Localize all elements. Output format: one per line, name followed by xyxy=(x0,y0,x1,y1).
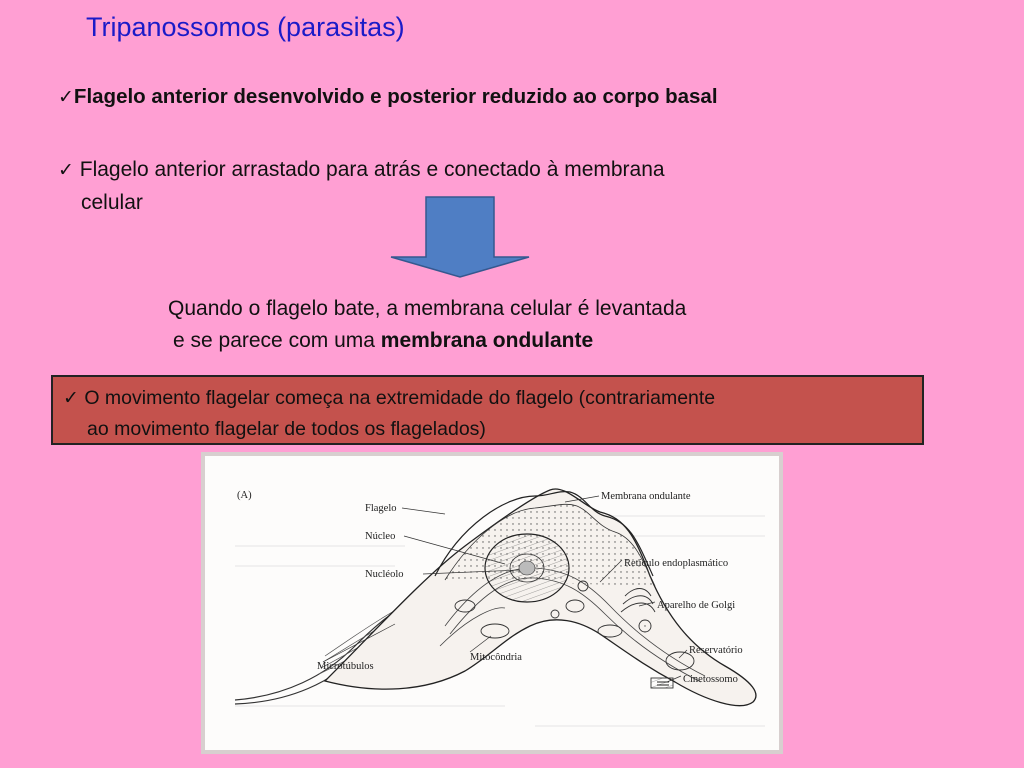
label-flagelo: Flagelo xyxy=(365,503,397,514)
check-icon: ✓ xyxy=(63,388,79,409)
label-nucleolo: Nucléolo xyxy=(365,569,404,580)
bullet-2-line-2: celular xyxy=(81,191,143,214)
movement-note-box xyxy=(51,375,924,445)
label-nucleo: Núcleo xyxy=(365,531,396,542)
membrana-ondulante-explanation xyxy=(168,293,686,357)
trypanosome-figure xyxy=(201,452,783,754)
nucleus xyxy=(485,534,569,602)
label-cinetossomo: Cinetossomo xyxy=(683,674,738,685)
bullet-flagelo-arrastado xyxy=(58,154,665,219)
label-reservatorio: Reservatório xyxy=(689,645,743,656)
bullet-2-line-1: Flagelo anterior arrastado para atrás e conectado à membrana xyxy=(73,158,665,181)
explanation-line-2-prefix: e se parece com uma xyxy=(173,329,381,352)
trypanosome-figure-inner xyxy=(205,456,779,750)
panel-label: (A) xyxy=(237,490,252,501)
label-microtubulos: Microtúbulos xyxy=(317,661,374,672)
slide-title: Tripanossomos (parasitas) xyxy=(86,12,405,42)
box-line-1: O movimento flagelar começa na extremidade do flagelo (contrariamente xyxy=(78,387,716,409)
bullet-1-text: Flagelo anterior desenvolvido e posterior reduzido ao corpo basal xyxy=(73,85,718,108)
explanation-line-2 xyxy=(168,325,686,357)
box-line-2: ao movimento flagelar de todos os flagelados) xyxy=(87,418,486,440)
check-icon: ✓ xyxy=(58,160,74,181)
trypanosome-diagram xyxy=(205,456,779,750)
label-golgi: Aparelho de Golgi xyxy=(657,600,736,611)
explanation-highlight: membrana ondulante xyxy=(380,329,594,352)
label-membrana-ondulante: Membrana ondulante xyxy=(601,491,691,502)
check-icon: ✓ xyxy=(58,87,74,108)
label-reticulo: Retículo endoplasmático xyxy=(624,558,729,569)
explanation-line-1: Quando o flagelo bate, a membrana celular é levantada xyxy=(168,297,687,320)
bullet-flagelo-anterior xyxy=(58,85,718,109)
label-mitocondria: Mitocôndria xyxy=(470,652,522,663)
down-arrow-icon xyxy=(388,196,532,285)
